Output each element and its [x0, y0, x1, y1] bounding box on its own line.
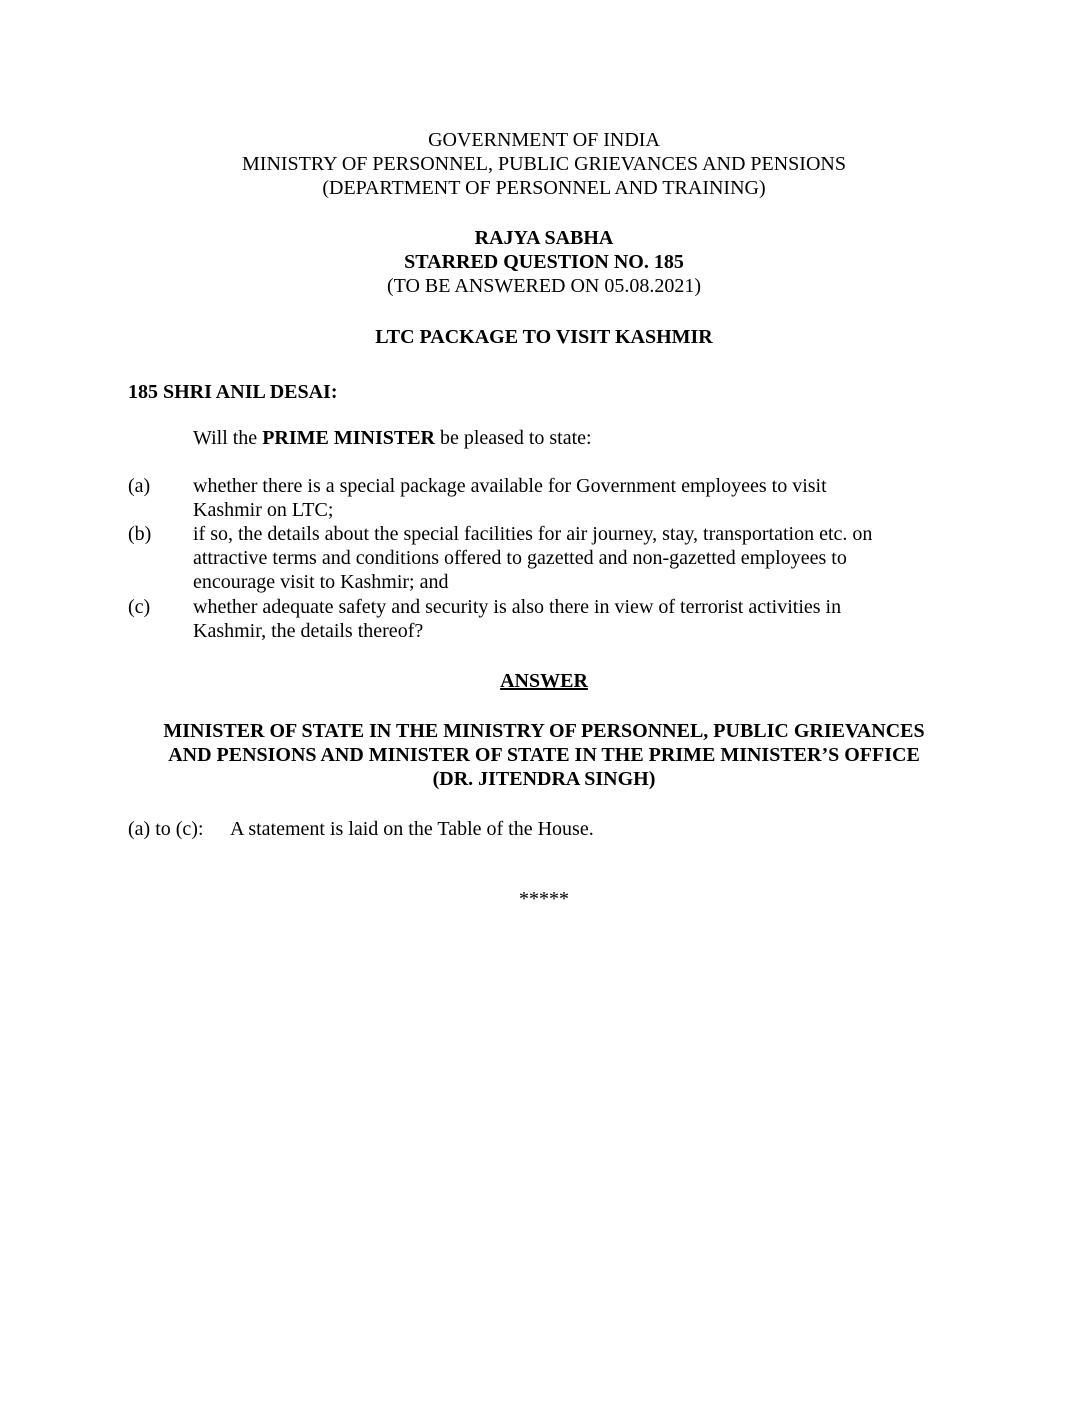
- question-text: [193, 474, 963, 522]
- question-text: [193, 595, 963, 643]
- question-intro: [193, 426, 592, 450]
- question-line: Kashmir on LTC;: [193, 499, 334, 521]
- question-label: (c): [128, 596, 151, 618]
- question-label: (a): [128, 475, 151, 497]
- header-government: GOVERNMENT OF INDIA: [428, 129, 660, 151]
- minister-block: [0, 719, 1088, 791]
- asker-name: 185 SHRI ANIL DESAI:: [128, 381, 338, 403]
- end-marker: *****: [519, 888, 569, 910]
- question-line: attractive terms and conditions offered to gazetted and non-gazetted employees to: [193, 547, 847, 569]
- reply-text: A statement is laid on the Table of the House.: [230, 818, 594, 840]
- question-line: encourage visit to Kashmir; and: [193, 571, 449, 593]
- intro-suffix: be pleased to state:: [434, 427, 592, 449]
- question-line: whether there is a special package available for Government employees to visit: [193, 475, 827, 497]
- minister-line: MINISTER OF STATE IN THE MINISTRY OF PERSONNEL, PUBLIC GRIEVANCES: [163, 720, 925, 742]
- question-header: [0, 226, 1088, 298]
- subject-title: LTC PACKAGE TO VISIT KASHMIR: [375, 326, 713, 348]
- government-header: [0, 128, 1088, 200]
- minister-name: (DR. JITENDRA SINGH): [432, 768, 656, 790]
- question-label: (b): [128, 523, 152, 545]
- header-ministry: MINISTRY OF PERSONNEL, PUBLIC GRIEVANCES AND PENSIONS: [242, 153, 846, 175]
- question-line: if so, the details about the special facilities for air journey, stay, transportation etc. on: [193, 523, 873, 545]
- question-text: [193, 522, 963, 594]
- header-department: (DEPARTMENT OF PERSONNEL AND TRAINING): [322, 177, 766, 199]
- intro-prefix: Will the: [193, 427, 263, 449]
- question-line: Kashmir, the details thereof?: [193, 620, 424, 642]
- minister-line: AND PENSIONS AND MINISTER OF STATE IN THE PRIME MINISTER’S OFFICE: [168, 744, 920, 766]
- reply-label: (a) to (c):: [128, 818, 204, 840]
- question-number: STARRED QUESTION NO. 185: [404, 251, 684, 273]
- answer-heading: ANSWER: [500, 670, 588, 692]
- intro-addressee: PRIME MINISTER: [262, 427, 435, 449]
- answer-date: (TO BE ANSWERED ON 05.08.2021): [386, 275, 702, 297]
- question-line: whether adequate safety and security is also there in view of terrorist activities in: [193, 596, 842, 618]
- house-name: RAJYA SABHA: [474, 227, 614, 249]
